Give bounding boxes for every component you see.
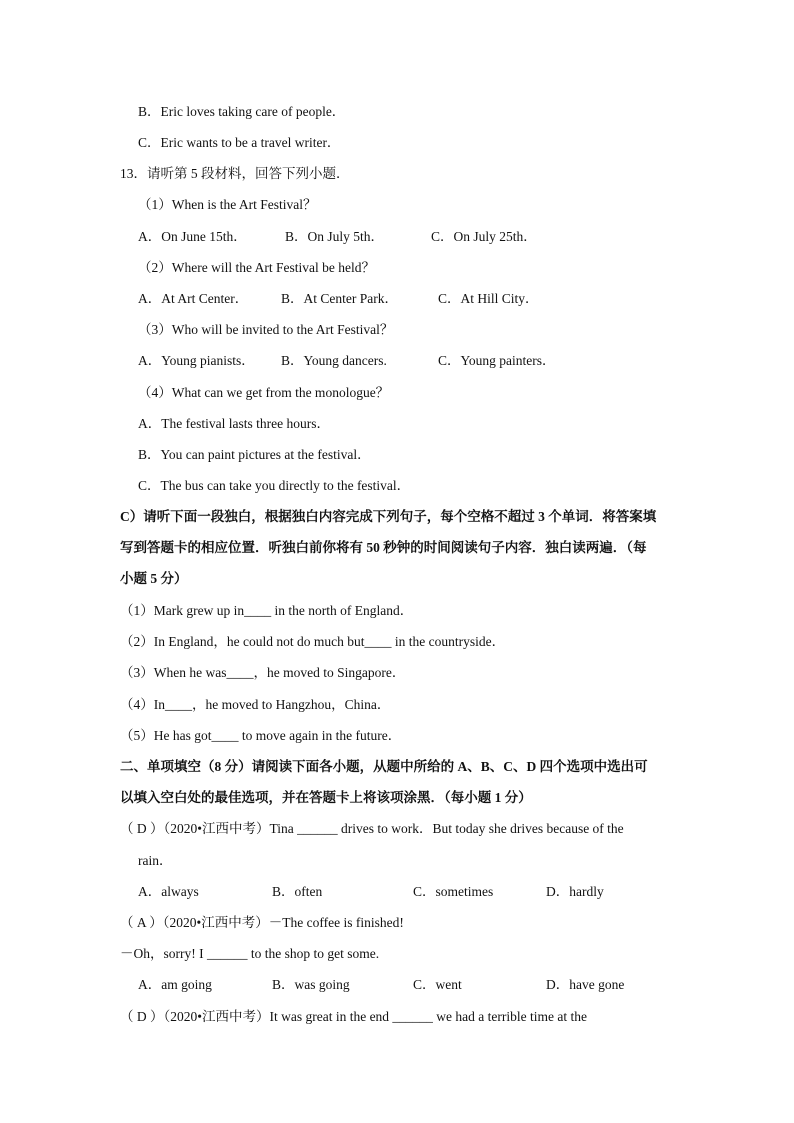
part2-instructions-line1: 二、单项填空（8 分）请阅读下面各小题，从题中所给的 A、B、C、D 四个选项中选出可 <box>120 759 648 774</box>
part2-q1-stem-line1: （ D ）（2020•江西中考）Tina ______ drives to work．But today she drives because of the <box>120 821 624 836</box>
section-c-instructions-line1: C）请听下面一段独白，根据独白内容完成下列句子，每个空格不超过 3 个单词．将答案填 <box>120 509 657 524</box>
part2-q1-option-a: A．always <box>138 884 199 899</box>
q13-sub1-option-b: B．On July 5th． <box>285 229 385 244</box>
part2-q2-option-d: D．have gone <box>546 977 625 992</box>
part2-q2-stem-line1: （ A ）（2020•江西中考）－The coffee is finished! <box>120 915 404 930</box>
q13-sub1-question: （1）When is the Art Festival？ <box>138 197 317 212</box>
part2-q1-stem-line2: rain． <box>138 853 173 868</box>
q13-sub2-option-b: B．At Center Park． <box>281 291 398 306</box>
q13-heading: 13．请听第 5 段材料，回答下列小题． <box>120 166 350 181</box>
section-c-instructions-line3: 小题 5 分） <box>120 571 188 586</box>
part2-q1-option-b: B．often <box>272 884 323 899</box>
part2-q2-stem-line2: －Oh，sorry! I ______ to the shop to get some. <box>120 946 380 961</box>
part2-q2-option-c: C．went <box>413 977 462 992</box>
q13-sub4-option-a: A．The festival lasts three hours． <box>138 416 330 431</box>
q13-sub1-option-c: C．On July 25th． <box>431 229 537 244</box>
section-c-instructions-line2: 写到答题卡的相应位置．听独白前你将有 50 秒钟的时间阅读句子内容．独白读两遍．（每 <box>120 540 647 555</box>
q13-sub2-option-a: A．At Art Center． <box>138 291 249 306</box>
part2-q1-option-c: C．sometimes <box>413 884 494 899</box>
q13-sub1-option-a: A．On June 15th． <box>138 229 247 244</box>
section-c-item-3: （3）When he was____，he moved to Singapore． <box>120 665 406 680</box>
q13-sub2-option-c: C．At Hill City． <box>438 291 539 306</box>
section-c-item-2: （2）In England，he could not do much but____ in the countryside． <box>120 634 506 649</box>
section-c-item-4: （4）In____，he moved to Hangzhou，China． <box>120 697 391 712</box>
q13-sub4-option-b: B．You can paint pictures at the festival． <box>138 447 371 462</box>
part2-instructions-line2: 以填入空白处的最佳选项，并在答题卡上将该项涂黑．（每小题 1 分） <box>120 790 532 805</box>
q12-option-b: B．Eric loves taking care of people． <box>138 104 346 119</box>
section-c-item-1: （1）Mark grew up in____ in the north of England． <box>120 603 414 618</box>
q13-sub3-option-b: B．Young dancers. <box>281 353 387 368</box>
q13-sub3-option-c: C．Young painters． <box>438 353 556 368</box>
part2-q1-option-d: D．hardly <box>546 884 604 899</box>
part2-q3-stem-line1: （ D ）（2020•江西中考）It was great in the end ______ we had a terrible time at the <box>120 1009 587 1024</box>
part2-q2-option-b: B．was going <box>272 977 350 992</box>
q13-sub4-option-c: C．The bus can take you directly to the festival． <box>138 478 411 493</box>
q13-sub2-question: （2）Where will the Art Festival be held？ <box>138 260 375 275</box>
q13-sub4-question: （4）What can we get from the monologue？ <box>138 385 390 400</box>
section-c-item-5: （5）He has got____ to move again in the future． <box>120 728 402 743</box>
q12-option-c: C．Eric wants to be a travel writer． <box>138 135 341 150</box>
q13-sub3-question: （3）Who will be invited to the Art Festival？ <box>138 322 394 337</box>
q13-sub3-option-a: A．Young pianists． <box>138 353 255 368</box>
part2-q2-option-a: A．am going <box>138 977 212 992</box>
